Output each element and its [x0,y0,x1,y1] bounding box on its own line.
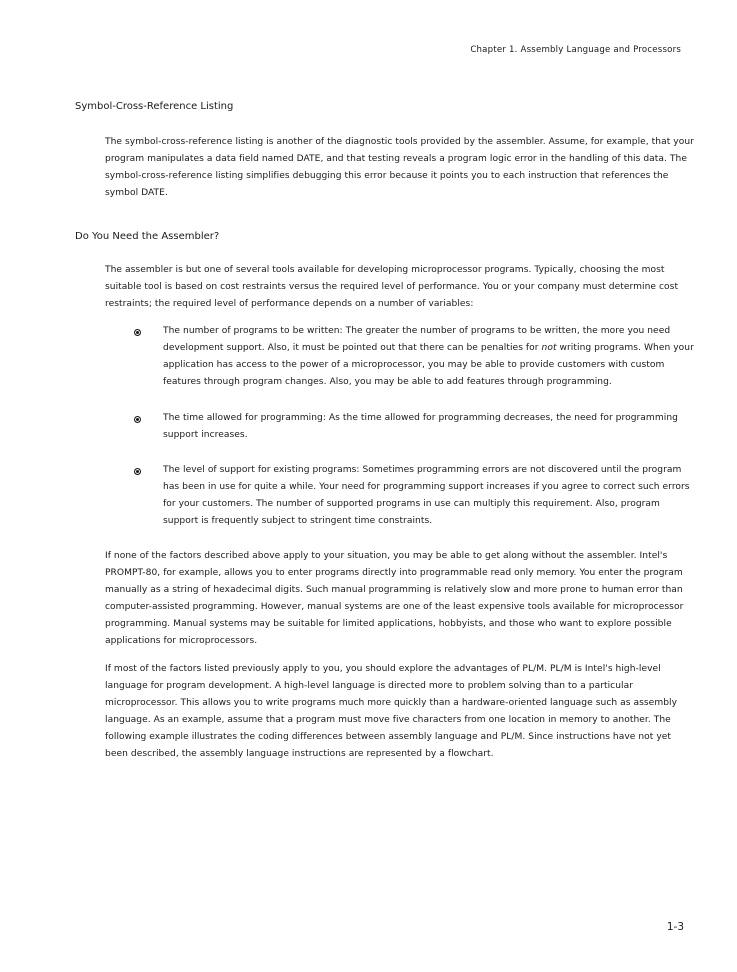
bullet-text-part: The number of programs to be written: The greater the number of programs to be written, the more you need development support. Also, it must be pointed out that there can be penalties for [163,326,671,353]
paragraph-assembler-intro: The assembler is but one of several tools available for developing microprocessor programs. Typically, choosing the most suitable tool is based on cost restraints versus the required level of performance. You or your company must determine cost restraints; the required level of performance depends on a number of variables: [105,265,679,309]
paragraph-most-of-factors: If most of the factors listed previously apply to you, you should explore the advantages of PL/M. PL/M is Intel's high-level language for program development. A high-level language is directed more to problem solving than to a particular microprocessor. This allows you to write programs much more quickly than a hardware-oriented language such as assembly language. As an example, assume that a program must move five characters from one location in memory to another. The following example illustrates the coding differences between assembly language and PL/M. Since instructions have not yet been described, the assembly language instructions are represented by a flowchart. [105,664,678,759]
section-heading-symbol-cross-reference: Symbol-Cross-Reference Listing [75,101,234,112]
bullet-icon [134,416,141,423]
paragraph-none-of-factors: If none of the factors described above apply to your situation, you may be able to get along without the assembler. Intel's PROMPT-80, for example, allows you to enter programs directly into programmable read only memory. You enter the program manually as a string of hexadecimal digits. Such manual programming is relatively slow and more prone to human error than computer-assisted programming. However, manual systems are one of the least expensive tools available for microprocessor programming. Manual systems may be suitable for limited applications, hobbyists, and those who want to explore possible applications for microprocessors. [105,551,684,646]
bullet-item-number-of-programs [105,323,695,391]
running-head: Chapter 1. Assembly Language and Processors [470,45,681,55]
section-heading-do-you-need-assembler: Do You Need the Assembler? [75,231,220,242]
bullet-text: The time allowed for programming: As the time allowed for programming decreases, the need for programming support increases. [163,413,678,440]
bullet-emphasis: not [541,343,557,353]
bullet-text-part: writing programs. When your application has access to the power of a microprocessor, you may be able to provide customers with custom features through program changes. Also, you may be able to add features through programming. [163,343,694,387]
bullet-item-time-allowed [105,410,695,444]
paragraph-symbol-cross-reference: The symbol-cross-reference listing is another of the diagnostic tools provided by the assembler. Assume, for example, that your program manipulates a data field named DATE, and that testing reveals a program logic error in the handling of this data. The symbol-cross-reference listing simplifies debugging this error because it points you to each instruction that references the symbol DATE. [105,137,694,198]
bullet-item-level-of-support [105,462,695,530]
bullet-icon [134,468,141,475]
factors-bullet-list [105,323,695,530]
page-number: 1-3 [666,921,684,933]
bullet-text: The level of support for existing programs: Sometimes programming errors are not discovered until the program has been in use for quite a while. Your need for programming support increases if you agree to correct such errors for your customers. The number of supported programs in use can multiply this requirement. Also, program support is frequently subject to stringent time constraints. [163,465,690,526]
bullet-icon [134,329,141,336]
